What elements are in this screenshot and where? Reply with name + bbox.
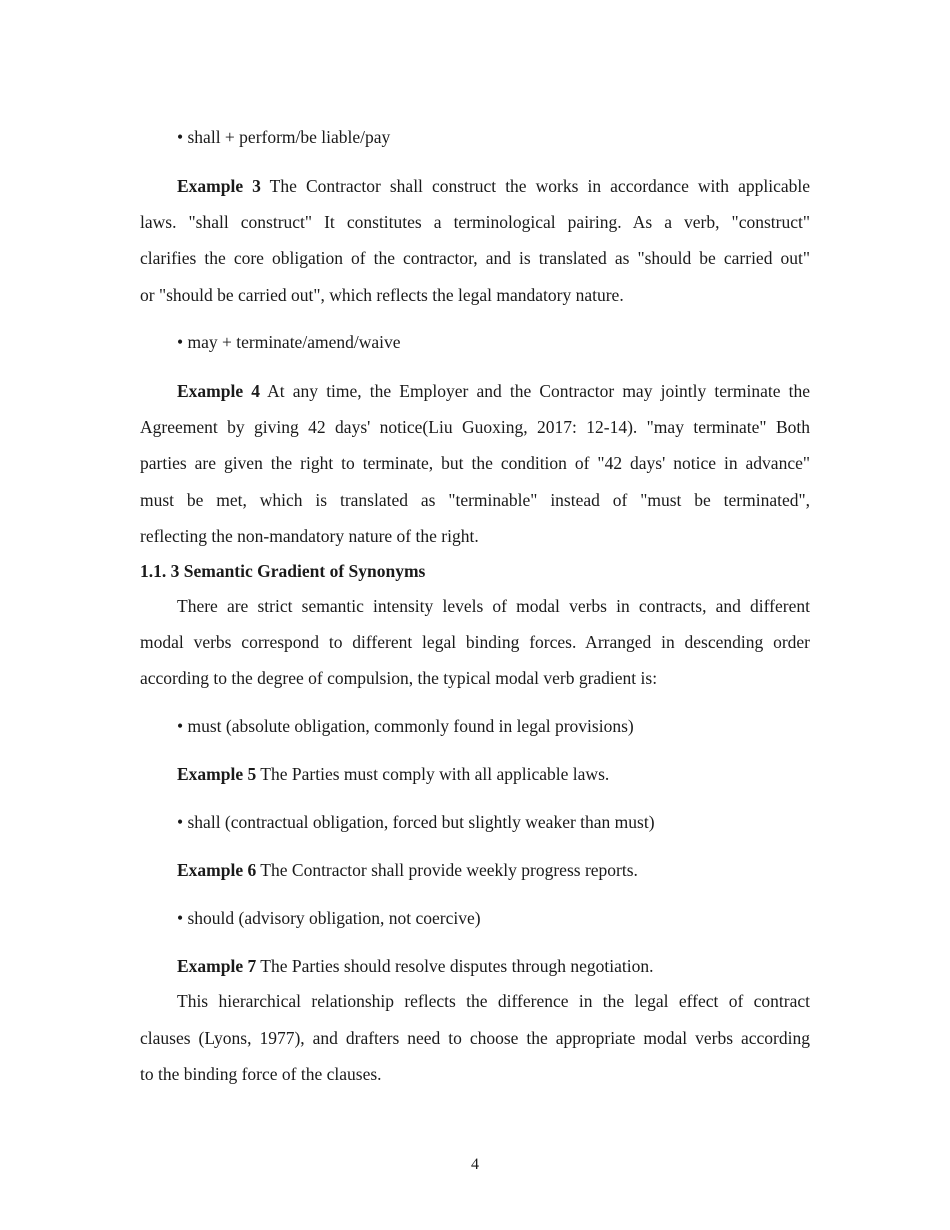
paragraph-line: modal verbs correspond to different legal binding forces. Arranged in descending order [140,632,810,652]
example-label: Example 5 [177,764,257,784]
paragraph-line: clarifies the core obligation of the contractor, and is translated as "should be carried out" [140,248,810,268]
bullet-shall: • shall (contractual obligation, forced but slightly weaker than must) [177,812,655,832]
example-5-paragraph [177,763,810,785]
paragraph-line: There are strict semantic intensity levels of modal verbs in contracts, and different [177,596,810,616]
example-label: Example 6 [177,860,257,880]
paragraph-text: The Contractor shall provide weekly progress reports. [256,860,638,880]
example-6-paragraph [177,859,810,881]
bullet-shall-collocations: • shall + perform/be liable/pay [177,127,391,147]
paragraph-line: This hierarchical relationship reflects the difference in the legal effect of contract [177,991,810,1011]
bullet-must: • must (absolute obligation, commonly found in legal provisions) [177,716,634,736]
paragraph-line: or "should be carried out", which reflects the legal mandatory nature. [140,285,624,305]
paragraph-text: The Parties must comply with all applicable laws. [256,764,610,784]
paragraph-line: reflecting the non-mandatory nature of the right. [140,526,479,546]
paragraph-line [177,380,810,402]
paragraph-line: must be met, which is translated as "terminable" instead of "must be terminated", [140,490,810,510]
example-label: Example 4 [177,381,260,401]
paragraph-line: parties are given the right to terminate, but the condition of "42 days' notice in advance" [140,453,810,473]
bullet-should: • should (advisory obligation, not coercive) [177,908,481,928]
paragraph-text: The Parties should resolve disputes through negotiation. [256,956,654,976]
paragraph-line: to the binding force of the clauses. [140,1064,382,1084]
example-label: Example 7 [177,956,257,976]
example-label: Example 3 [177,176,261,196]
paragraph-line: according to the degree of compulsion, the typical modal verb gradient is: [140,668,658,688]
section-heading: 1.1. 3 Semantic Gradient of Synonyms [140,561,426,581]
example-7-paragraph [177,955,810,977]
paragraph-text: At any time, the Employer and the Contractor may jointly terminate the [260,381,810,401]
paragraph-line [177,175,810,197]
bullet-may-collocations: • may + terminate/amend/waive [177,332,401,352]
paragraph-line: laws. "shall construct" It constitutes a terminological pairing. As a verb, "construct" [140,212,810,232]
paragraph-text: The Contractor shall construct the works in accordance with applicable [260,176,810,196]
paragraph-line: clauses (Lyons, 1977), and drafters need to choose the appropriate modal verbs according [140,1028,810,1048]
paragraph-line: Agreement by giving 42 days' notice(Liu Guoxing, 2017: 12-14). "may terminate" Both [140,417,810,437]
page-number: 4 [471,1156,479,1173]
